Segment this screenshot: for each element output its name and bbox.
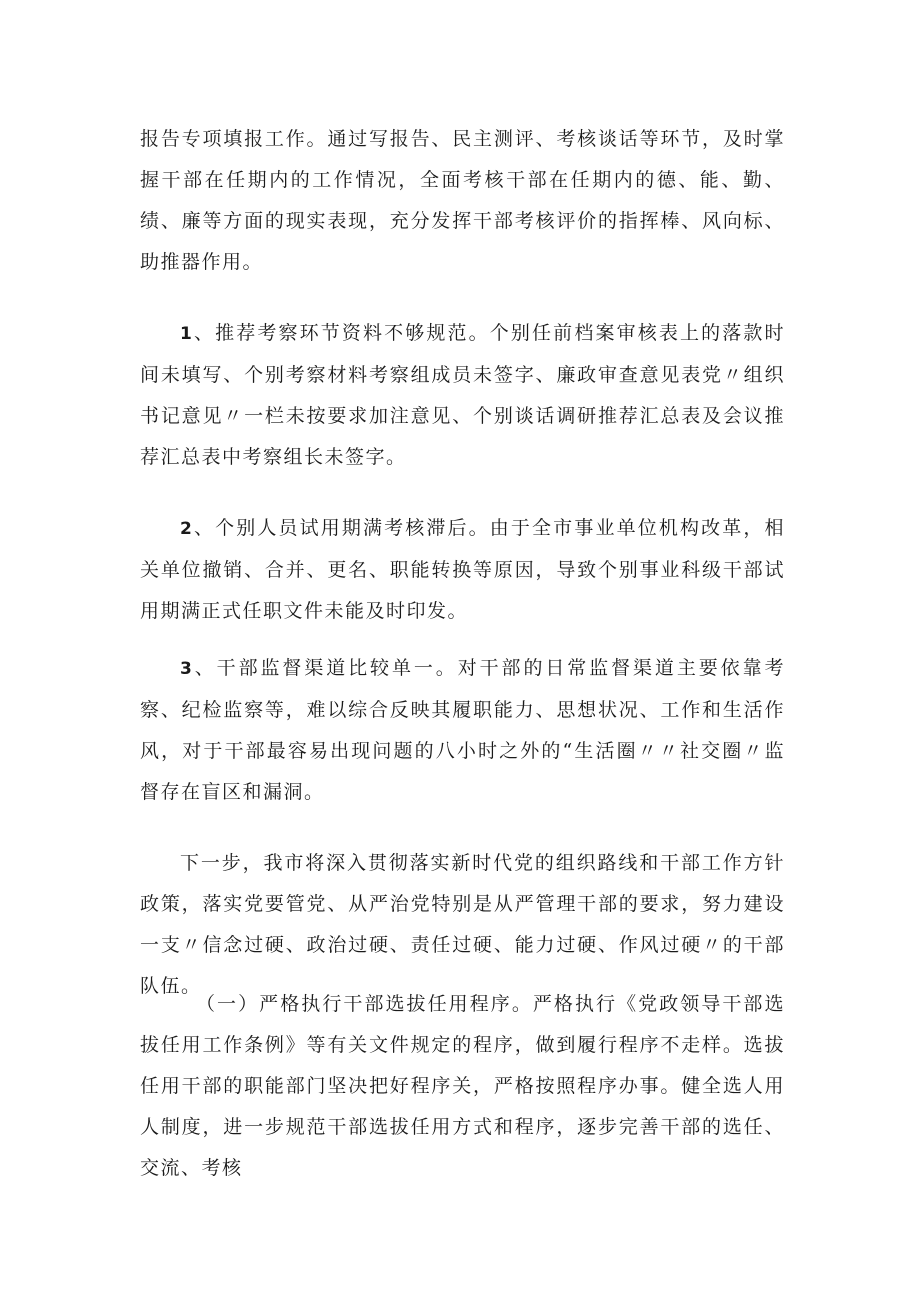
paragraph-issue-3 xyxy=(140,648,785,813)
paragraph-section-one: （一）严格执行干部选拔任用程序。严格执行《党政领导干部选拔任用工作条例》等有关文件规定的程序，做到履行程序不走样。选拔任用干部的职能部门坚决把好程序关，严格按照程序办事。健全选人用人制度，进一步规范干部选拔任用方式和程序，逐步完善干部的选任、交流、考核 xyxy=(140,993,785,1179)
paragraph-next-step: 下一步，我市将深入贯彻落实新时代党的组织路线和干部工作方针政策，落实党要管党、从严治党特别是从严管理干部的要求，努力建设一支〃信念过硬、政治过硬、责任过硬、能力过硬、作风过硬〃的干部队伍。 xyxy=(140,852,785,997)
paragraph-text: 、推荐考察环节资料不够规范。个别任前档案审核表上的落款时间未填写、个别考察材料考察组成员未签字、廉政审查意见表党〃组织书记意见〃一栏未按要求加注意见、个别谈话调研推荐汇总表及会议推荐汇总表中考察组长未签字。 xyxy=(140,322,785,468)
paragraph-issue-2 xyxy=(140,508,785,632)
list-number: 1 xyxy=(180,324,194,344)
paragraph-text: 、个别人员试用期满考核滞后。由于全市事业单位机构改革，相关单位撤销、合并、更名、职能转换等原因，导致个别事业科级干部试用期满正式任职文件未能及时印发。 xyxy=(140,517,785,622)
paragraph-text: 、干部监督渠道比较单一。对干部的日常监督渠道主要依靠考察、纪检监察等，难以综合反映其履职能力、思想状况、工作和生活作风，对于干部最容易出现问题的八小时之外的“生活圈〃〃社交圈〃监督存在盲区和漏洞。 xyxy=(140,657,785,803)
paragraph-issue-1 xyxy=(140,313,785,478)
paragraph-report-filing: 报告专项填报工作。通过写报告、民主测评、考核谈话等环节，及时掌握干部在任期内的工作情况，全面考核干部在任期内的德、能、勤、绩、廉等方面的现实表现，充分发挥干部考核评价的指挥棒、风向标、助推器作用。 xyxy=(140,128,785,273)
list-number: 3 xyxy=(180,659,194,679)
list-number: 2 xyxy=(180,519,194,539)
